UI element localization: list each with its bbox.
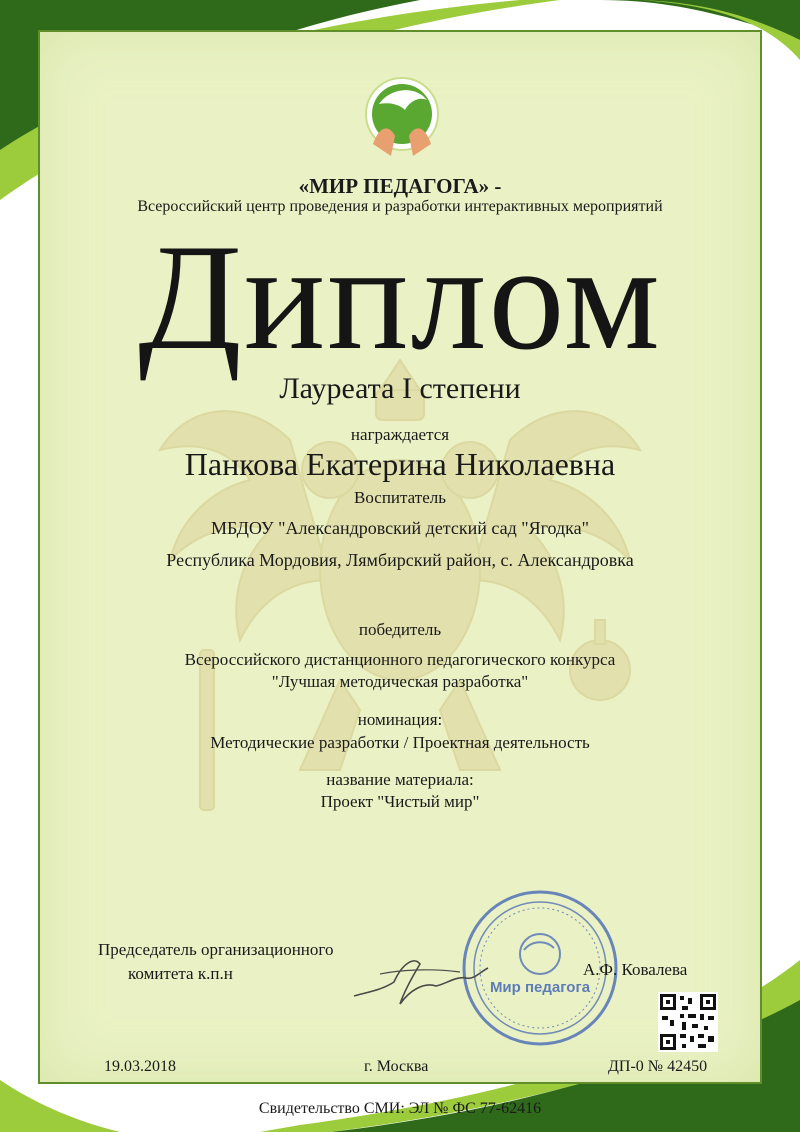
diploma-degree: Лауреата I степени [279, 372, 521, 405]
region: Республика Мордовия, Лямбирский район, с. Александровка [166, 550, 634, 570]
recipient-name: Панкова Екатерина Николаевна [184, 446, 616, 482]
stamp-text: Мир педагога [489, 979, 591, 996]
document-number: ДП-0 № 42450 [608, 1058, 708, 1075]
institution: МБДОУ "Александровский детский сад "Ягодка" [211, 518, 589, 538]
material: Проект "Чистый мир" [320, 792, 480, 811]
recipient-position: Воспитатель [354, 488, 446, 507]
signature-scribble [350, 952, 500, 1012]
issue-date: 19.03.2018 [104, 1058, 176, 1075]
organization-name: «МИР ПЕДАГОГА» - [298, 174, 502, 198]
diploma-title: Диплом [138, 213, 662, 381]
contest-line-1: Всероссийского дистанционного педагогического конкурса [184, 650, 616, 669]
issue-city: г. Москва [364, 1058, 429, 1075]
signer-role-line-2: комитета к.п.н [128, 964, 233, 983]
material-label: название материала: [326, 770, 474, 789]
contest-line-2: "Лучшая методическая разработка" [271, 672, 529, 691]
signer-role [98, 938, 333, 986]
media-certificate: Свидетельство СМИ: ЭЛ № ФС 77-62416 [258, 1100, 542, 1117]
mir-pedagoga-logo [359, 74, 445, 170]
awarded-label: награждается [350, 425, 450, 444]
signer-role-line-1: Председатель организационного [98, 940, 334, 959]
signer-name: А.Ф. Ковалева [583, 960, 688, 979]
winner-label: победитель [358, 620, 442, 639]
organization-subtitle: Всероссийский центр проведения и разработки интерактивных мероприятий [137, 198, 663, 215]
nomination-label: номинация: [357, 710, 443, 729]
nomination: Методические разработки / Проектная деятельность [210, 733, 590, 752]
qr-code [658, 992, 718, 1052]
